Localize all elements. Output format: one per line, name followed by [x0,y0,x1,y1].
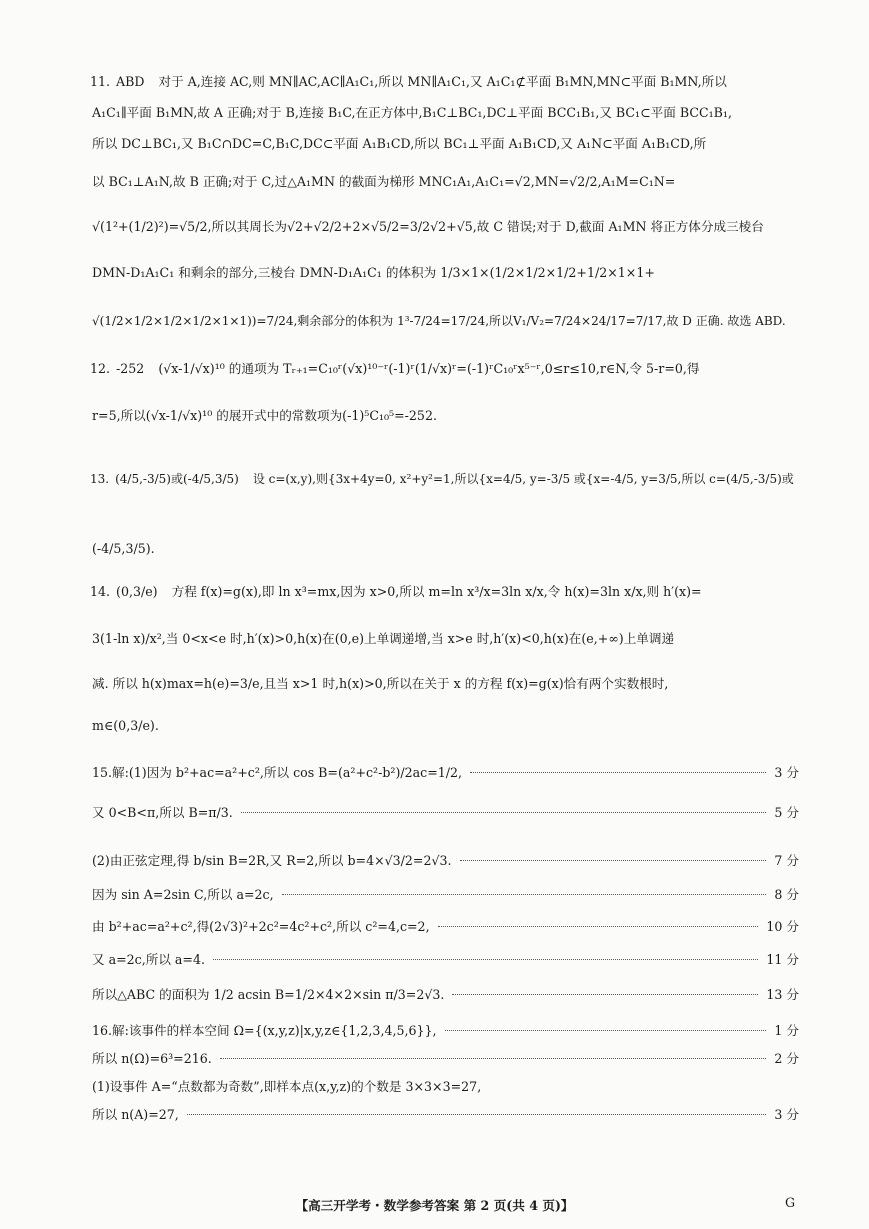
q16-step-text: 所以 n(A)=27, [92,1107,179,1122]
q16-step-2 [92,1050,799,1068]
version-mark: G [784,1195,795,1210]
q11-line-7: √(1/2×1/2×1/2×1/2×1×1))=7/24,剩余部分的体积为 1³-7/24=17/24,所以V₁/V₂=7/24×24/17=7/17,故 D 正确. 故选 ABD. [92,314,786,328]
q12-line-2: r=5,所以(√x-1/√x)¹⁰ 的展开式中的常数项为(-1)⁵C₁₀⁵=-252. [92,408,437,423]
q15-step-2 [92,804,799,822]
q15-step-text: 又 a=2c,所以 a=4. [92,952,205,967]
q11-line-2: A₁C₁∥平面 B₁MN,故 A 正确;对于 B,连接 B₁C,在正方体中,B₁C⊥BC₁,DC⊥平面 BCC₁B₁,又 BC₁⊂平面 BCC₁B₁, [92,105,732,120]
q12-answer: -252 [116,361,145,376]
leader-dots [452,994,758,995]
q11-line-6: DMN-D₁A₁C₁ 和剩余的部分,三棱台 DMN-D₁A₁C₁ 的体积为 1/3×1×(1/2×1/2×1/2+1/2×1×1+ [92,265,655,280]
q12-line-1 [90,360,799,378]
q13-text: 设 c=(x,y),则{3x+4y=0, x²+y²=1,所以{x=4/5, y=-3/5 或{x=-4/5, y=3/5,所以 c=(4/5,-3/5)或 [252,472,794,486]
q11-line-3: 所以 DC⊥BC₁,又 B₁C∩DC=C,B₁C,DC⊂平面 A₁B₁CD,所以 BC₁⊥平面 A₁B₁CD,又 A₁N⊂平面 A₁B₁CD,所 [92,136,707,151]
q13-line-2: (-4/5,3/5). [92,541,155,556]
q15-step-score: 10 分 [766,919,799,934]
q16-step-text: (1)设事件 A=“点数都为奇数”,即样本点(x,y,z)的个数是 3×3×3=27, [92,1079,482,1094]
page-footer: 【高三开学考・数学参考答案 第 2 页(共 4 页)】 [295,1198,574,1213]
q11-number: 11. [90,74,111,89]
leader-dots [213,959,758,960]
q15-step-text: 15.解:(1)因为 b²+ac=a²+c²,所以 cos B=(a²+c²-b²)/2ac=1/2, [92,765,463,780]
leader-dots [187,1114,767,1115]
q15-step-score: 7 分 [774,853,799,868]
q15-step-4 [92,886,799,904]
q16-step-score: 3 分 [774,1107,799,1122]
q15-step-score: 5 分 [774,805,799,820]
q13-answer: (4/5,-3/5)或(-4/5,3/5) [115,472,239,486]
q15-step-score: 8 分 [774,887,799,902]
q12-number: 12. [90,361,111,376]
q15-step-3 [92,852,799,870]
q11-line-1 [90,73,799,91]
leader-dots [438,926,759,927]
q14-line-2: 3(1-ln x)/x²,当 0<x<e 时,h′(x)>0,h(x)在(0,e)上单调递增,当 x>e 时,h′(x)<0,h(x)在(e,+∞)上单调递 [92,631,675,646]
q16-step-1 [92,1022,799,1040]
q15-step-score: 13 分 [766,987,799,1002]
leader-dots [470,772,766,773]
q16-step-3 [92,1078,799,1096]
leader-dots [282,894,767,895]
q16-step-text: 16.解:该事件的样本空间 Ω={(x,y,z)|x,y,z∈{1,2,3,4,5,6}}, [92,1023,437,1038]
q15-step-7 [92,986,799,1004]
q16-step-text: 所以 n(Ω)=6³=216. [92,1051,212,1066]
q15-step-text: 又 0<B<π,所以 B=π/3. [92,805,233,820]
q16-step-score: 2 分 [774,1051,799,1066]
q11-text: 对于 A,连接 AC,则 MN∥AC,AC∥A₁C₁,所以 MN∥A₁C₁,又 A₁C₁⊄平面 B₁MN,MN⊂平面 B₁MN,所以 [158,74,727,89]
q15-step-1 [92,764,799,782]
q15-step-6 [92,951,799,969]
leader-dots [220,1058,767,1059]
q16-step-4 [92,1106,799,1124]
q15-step-score: 11 分 [766,952,799,967]
q15-step-text: (2)由正弦定理,得 b/sin B=2R,又 R=2,所以 b=4×√3/2=2√3. [92,853,452,868]
leader-dots [241,812,767,813]
leader-dots [460,860,767,861]
q12-text: (√x-1/√x)¹⁰ 的通项为 Tᵣ₊₁=C₁₀ʳ(√x)¹⁰⁻ʳ(-1)ʳ(1/√x)ʳ=(-1)ʳC₁₀ʳx⁵⁻ʳ,0≤r≤10,r∈N,令 5-r=0,得 [158,361,700,376]
q15-step-score: 3 分 [774,765,799,780]
q13-line-1 [90,470,799,488]
q15-step-text: 所以△ABC 的面积为 1/2 acsin B=1/2×4×2×sin π/3=2√3. [92,987,445,1002]
q15-step-text: 因为 sin A=2sin C,所以 a=2c, [92,887,274,902]
q14-answer: (0,3/e) [116,584,158,599]
q15-step-5 [92,918,799,936]
q14-text: 方程 f(x)=g(x),即 ln x³=mx,因为 x>0,所以 m=ln x³/x=3ln x/x,令 h(x)=3ln x/x,则 h′(x)= [171,584,702,599]
q14-line-3: 减. 所以 h(x)max=h(e)=3/e,且当 x>1 时,h(x)>0,所以在关于 x 的方程 f(x)=g(x)恰有两个实数根时, [92,676,669,691]
leader-dots [445,1030,767,1031]
q11-line-5: √(1²+(1/2)²)=√5/2,所以其周长为√2+√2/2+2×√5/2=3/2√2+√5,故 C 错误;对于 D,截面 A₁MN 将正方体分成三棱台 [92,219,764,234]
q14-line-4: m∈(0,3/e). [92,718,159,733]
q11-answer: ABD [116,74,145,89]
q14-number: 14. [90,584,111,599]
q13-number: 13. [90,472,110,486]
q11-line-4: 以 BC₁⊥A₁N,故 B 正确;对于 C,过△A₁MN 的截面为梯形 MNC₁A₁,A₁C₁=√2,MN=√2/2,A₁M=C₁N= [92,174,676,189]
q14-line-1 [90,583,799,601]
q15-step-text: 由 b²+ac=a²+c²,得(2√3)²+2c²=4c²+c²,所以 c²=4,c=2, [92,919,430,934]
q16-step-score: 1 分 [774,1023,799,1038]
